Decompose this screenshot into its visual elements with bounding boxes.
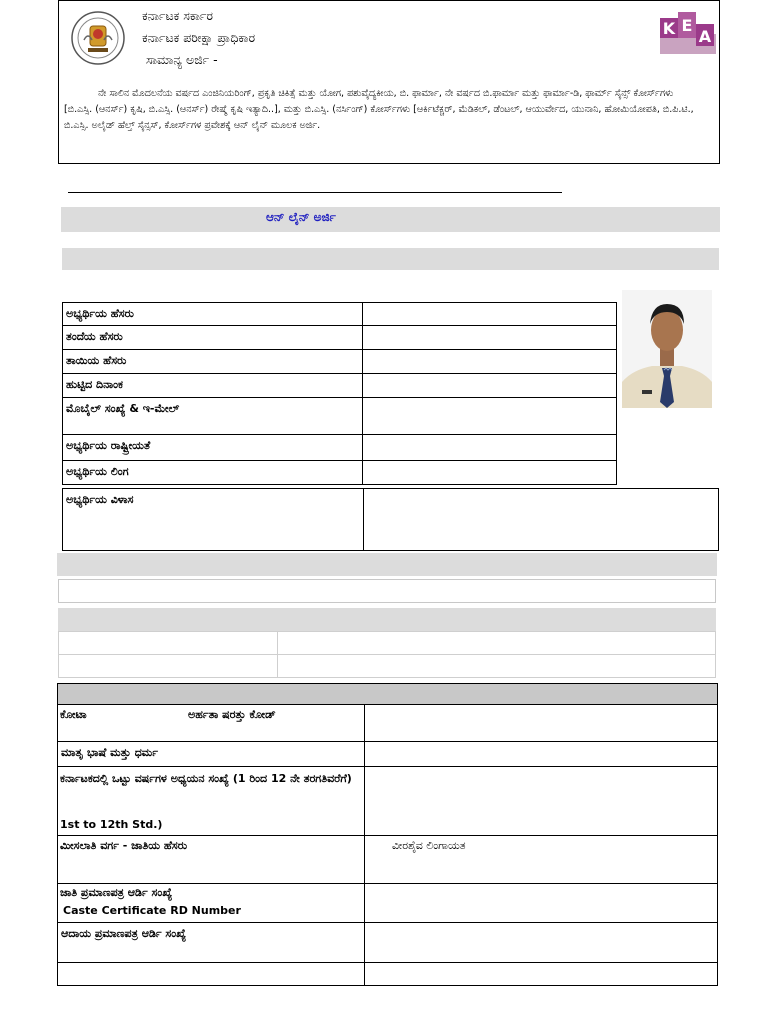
value-reservation-caste: ವೀರಶೈವ ಲಿಂಗಾಯತ	[392, 839, 466, 852]
value-mobile-email	[362, 397, 617, 435]
value-dob	[362, 373, 617, 398]
online-application-title: ಆನ್ ಲೈನ್ ಅರ್ಜಿ	[266, 210, 336, 224]
online-application-band	[61, 207, 720, 232]
kea-logo	[660, 12, 716, 56]
empty-cell	[58, 654, 278, 678]
label-candidate-name: ಅಭ್ಯರ್ಥಿಯ ಹೆಸರು	[62, 302, 363, 326]
label-mother-name: ತಾಯಿಯ ಹೆಸರು	[62, 349, 363, 374]
section-band	[62, 248, 719, 270]
karnataka-seal-logo	[70, 10, 126, 66]
eligibility-header-band	[57, 683, 718, 705]
label-dob: ಹುಟ್ಟಿದ ದಿನಾಂಕ	[62, 373, 363, 398]
empty-cell	[57, 962, 365, 986]
candidate-photo	[622, 290, 712, 408]
label-eligibility-code: ಅರ್ಹತಾ ಷರತ್ತು ಕೋಡ್	[188, 708, 276, 721]
label-mother-tongue-religion: ಮಾತೃ ಭಾಷೆ ಮತ್ತು ಧರ್ಮ	[57, 741, 365, 767]
label-address: ಅಭ್ಯರ್ಥಿಯ ವಿಳಾಸ	[62, 488, 364, 551]
govt-title: ಕರ್ನಾಟಕ ಸರ್ಕಾರ	[142, 8, 213, 23]
label-quota: ಕೋಟಾ	[60, 708, 87, 721]
value-gender	[362, 460, 617, 485]
label-reservation-caste: ಮೀಸಲಾತಿ ವರ್ಗ - ಜಾತಿಯ ಹೆಸರು	[60, 839, 188, 852]
svg-text:K: K	[662, 19, 676, 38]
separator-line	[68, 192, 562, 193]
label-income-certificate: ಆದಾಯ ಪ್ರಮಾಣಪತ್ರ ಆರ್ಡಿ ಸಂಖ್ಯೆ	[57, 922, 365, 963]
label-gender: ಅಭ್ಯರ್ಥಿಯ ಲಿಂಗ	[62, 460, 363, 485]
label-study-years-en: 1st to 12th Std.)	[60, 818, 163, 831]
label-father-name: ತಂದೆಯ ಹೆಸರು	[62, 325, 363, 350]
form-description: ನೇ ಸಾಲಿನ ಮೊದಲನೆಯ ವರ್ಷದ ಎಂಜಿನಿಯರಿಂಗ್, ಪ್ರಕೃತಿ ಚಿಕಿತ್ಸೆ ಮತ್ತು ಯೋಗ, ಪಶುವೈದ್ಯಕೀಯ, ಬಿ. ಫಾರ್ಮಾ, ನೇ ವರ್ಷದ ಬಿ.ಫಾರ್ಮಾ ಮತ್ತು ಫಾರ್ಮಾ-ಡಿ, ಫಾರ್ಮ್ ಸೈನ್ಸ್ ಕೋರ್ಸ್‌ಗಳು [ಬಿ.ಎಸ್ಸಿ. (ಆನರ್ಸ್) ಕೃಷಿ, ಬಿ.ಎಸ್ಸಿ. (ಆನರ್ಸ್) ರೇಷ್ಮೆ ಕೃಷಿ ಇತ್ಯಾದಿ..], ಮತ್ತು ಬಿ.ಎಸ್ಸಿ. (ನರ್ಸಿಂಗ್) ಕೋರ್ಸ್‌ಗಳು [ಆರ್ಕಿಟೆಕ್ಚರ್, ಮೆಡಿಕಲ್, ಡೆಂಟಲ್, ಆಯುರ್ವೇದ, ಯುನಾನಿ, ಹೋಮಿಯೋಪತಿ, ಬಿ.ಪಿ.ಟಿ., ಬಿ.ಎಸ್ಸಿ. ಅಲೈಡ್ ಹೆಲ್ತ್ ಸೈನ್ಸಸ್, ಕೋರ್ಸ್‌ಗಳ ಪ್ರವೇಶಕ್ಕೆ ಆನ್ ಲೈನ್ ಮೂಲಕ ಅರ್ಜಿ.	[64, 88, 694, 131]
empty-cell	[277, 654, 716, 678]
value-candidate-name	[362, 302, 617, 326]
empty-cell	[364, 962, 718, 986]
label-caste-certificate-en: Caste Certificate RD Number	[63, 904, 241, 917]
label-mobile-email: ಮೊಬೈಲ್ ಸಂಖ್ಯೆ & ಇ-ಮೇಲ್	[62, 397, 363, 435]
empty-cell	[277, 631, 716, 655]
svg-text:A: A	[698, 27, 712, 46]
value-study-years	[364, 766, 718, 836]
empty-cell	[58, 631, 278, 655]
authority-title: ಕರ್ನಾಟಕ ಪರೀಕ್ಷಾ ಪ್ರಾಧಿಕಾರ	[142, 30, 256, 45]
value-quota	[364, 704, 718, 742]
value-nationality	[362, 434, 617, 461]
value-mother-tongue-religion	[364, 741, 718, 767]
label-study-years: ಕರ್ನಾಟಕದಲ್ಲಿ ಒಟ್ಟು ವರ್ಷಗಳ ಅಧ್ಯಯನ ಸಂಖ್ಯೆ (1 ರಿಂದ 12 ನೇ ತರಗತಿವರೆಗೆ)	[60, 772, 352, 785]
value-mother-name	[362, 349, 617, 374]
value-father-name	[362, 325, 617, 350]
value-income-certificate	[364, 922, 718, 963]
svg-text:E: E	[681, 16, 693, 35]
value-caste-certificate	[364, 883, 718, 923]
empty-row	[58, 579, 716, 603]
header-box	[58, 0, 720, 164]
value-address	[363, 488, 719, 551]
form-title: ಸಾಮಾನ್ಯ ಅರ್ಜಿ -	[146, 52, 218, 67]
section-band-3	[58, 608, 716, 632]
section-band-2	[57, 553, 717, 576]
label-nationality: ಅಭ್ಯರ್ಥಿಯ ರಾಷ್ಟ್ರೀಯತೆ	[62, 434, 363, 461]
label-caste-certificate: ಜಾತಿ ಪ್ರಮಾಣಪತ್ರ ಆರ್ಡಿ ಸಂಖ್ಯೆ	[60, 886, 173, 899]
